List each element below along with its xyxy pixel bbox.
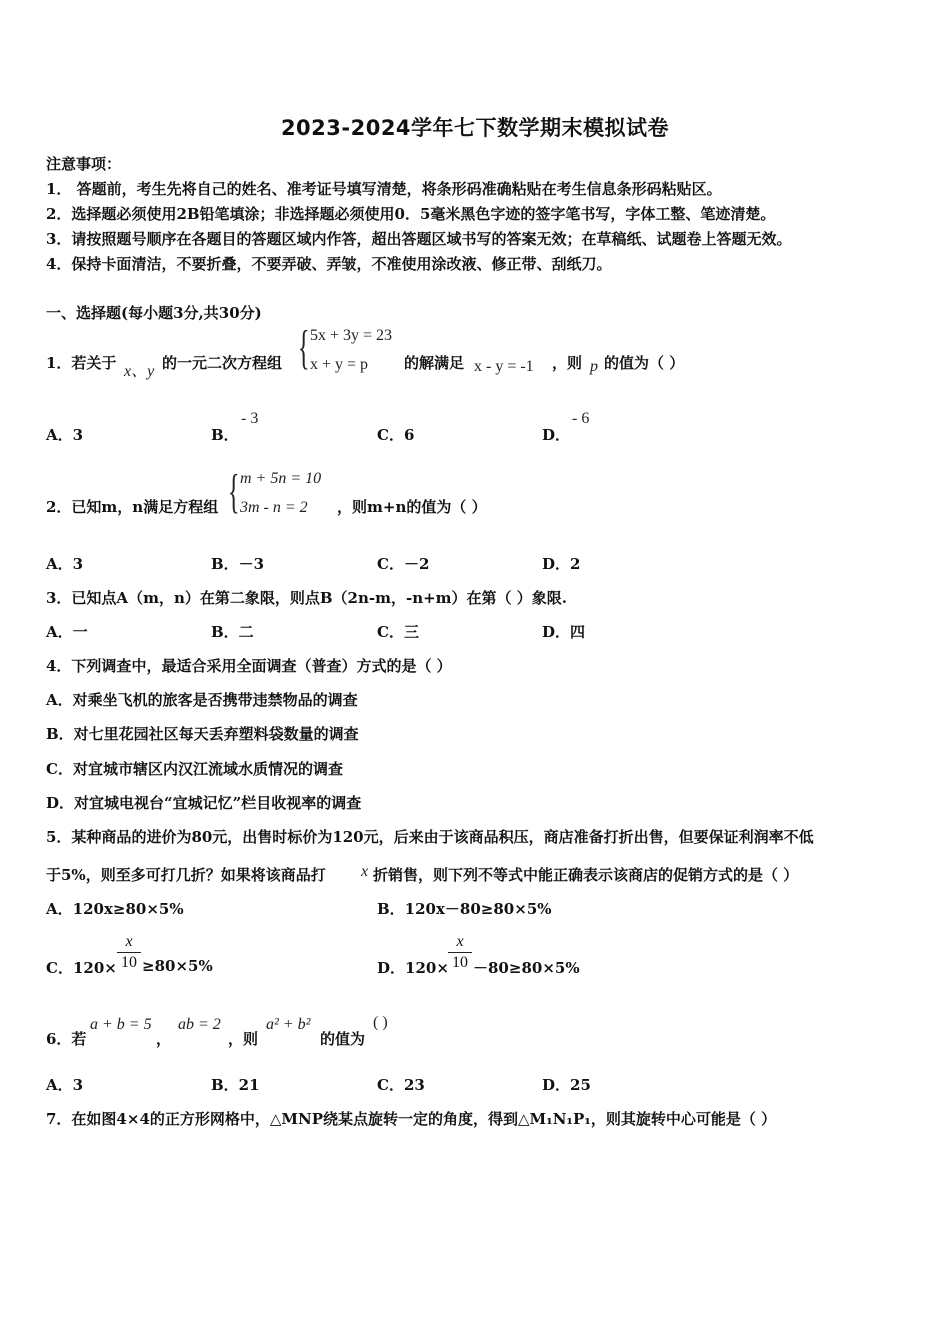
q5-option-d-pre: D．120× [377,959,449,977]
q4-option-c: C．对宜城市辖区内汉江流域水质情况的调查 [46,760,343,778]
q6-option-d: D．25 [542,1076,591,1094]
q1-p: p [590,358,598,375]
q6-option-a: A．3 [46,1076,84,1094]
q5-option-d-fraction [448,933,472,972]
q6-answer-paren: ( ) [373,1014,388,1031]
q2-option-b: B．－3 [211,555,265,573]
q3-option-b: B．二 [211,623,254,641]
q1-cond-pre: 的解满足 [404,354,465,372]
q1-prefix: 1．若关于 [46,354,117,372]
q6-cond2: ab = 2 [178,1016,221,1033]
q5-x: x [361,863,369,880]
q3-option-d: D．四 [542,623,586,641]
q5-option-c-post: ≥80×5% [142,957,213,975]
q2-option-d: D．2 [542,555,581,573]
q6-option-b: B．21 [211,1076,260,1094]
q5-line2-pre: 于5%，则至多可打几折？如果将该商品打 [46,866,326,884]
q7-text: 7．在如图4×4的正方形网格中，△MNP绕某点旋转一定的角度，得到△M₁N₁P₁，则其旋转中心可能是（ ） [46,1110,777,1128]
q4-text: 4．下列调查中，最适合采用全面调查（普查）方式的是（ ） [46,657,452,675]
q1-eq2: x + y = p [310,356,369,373]
q3-text: 3．已知点A（m，n）在第二象限，则点B（2n-m，-n+m）在第（ ）象限. [46,589,567,607]
q4-option-b: B．对七里花园社区每天丢弃塑料袋数量的调查 [46,725,359,743]
q2-option-c: C．－2 [377,555,430,573]
q4-option-a: A．对乘坐飞机的旅客是否携带违禁物品的调查 [46,691,358,709]
q6-mid: ，则 [228,1030,259,1048]
q1-mid: 的一元二次方程组 [162,354,283,372]
q6-sep: ， [156,1030,172,1048]
q6-suffix: 的值为 [320,1030,366,1048]
q6-option-c: C．23 [377,1076,425,1094]
q1-option-a: A．3 [46,426,84,444]
fraction-bar [117,952,141,953]
page-title: 2023-2024学年七下数学期末模拟试卷 [280,116,670,140]
q5-option-a: A．120x≥80×5% [46,900,184,918]
fraction-numerator: x [456,933,464,950]
q4-option-d: D．对宜城电视台“宜城记忆”栏目收视率的调查 [46,794,362,812]
notice-item: 3．请按照题号顺序在各题目的答题区域内作答，超出答题区域书写的答案无效；在草稿纸、试题卷上答题无效。 [46,230,792,248]
notice-item: 4．保持卡面清洁，不要折叠，不要弄破、弄皱，不准使用涂改液、修正带、刮纸刀。 [46,255,612,273]
q1-cond: x - y = -1 [474,358,534,375]
q1-suffix: 的值为（ ） [604,354,685,372]
q2-prefix: 2．已知m，n满足方程组 [46,498,219,516]
fraction-denominator: 10 [121,954,137,971]
q1-option-c: C．6 [377,426,415,444]
q1-eq1: 5x + 3y = 23 [310,327,393,344]
q5-line1: 5．某种商品的进价为80元，出售时标价为120元，后来由于该商品积压，商店准备打折出售，但要保证利润率不低 [46,828,814,846]
q5-option-c-fraction [117,933,141,972]
q5-line2-post: 折销售，则下列不等式中能正确表示该商店的促销方式的是（ ） [373,866,799,884]
q2-brace: { [228,465,240,518]
q3-option-a: A．一 [46,623,88,641]
q1-brace: { [298,321,310,374]
fraction-numerator: x [125,933,133,950]
fraction-bar [448,952,472,953]
q6-prefix: 6．若 [46,1030,87,1048]
q1-option-d: D． [542,426,571,444]
q5-option-b: B．120x－80≥80×5% [377,900,552,918]
q1-option-d-value: - 6 [572,410,590,427]
q3-option-c: C．三 [377,623,419,641]
q1-option-b: B． [211,426,239,444]
fraction-denominator: 10 [452,954,468,971]
q1-cond-post: ，则 [552,354,583,372]
q2-eq1: m + 5n = 10 [240,470,322,487]
q5-option-c-pre: C．120× [46,959,117,977]
notice-heading: 注意事项： [46,155,122,173]
q6-expr: a² + b² [266,1016,311,1033]
q5-option-d-post: －80≥80×5% [473,959,580,977]
notice-item: 1． 答题前，考生先将自己的姓名、准考证号填写清楚，将条形码准确粘贴在考生信息条形码粘贴区。 [46,180,722,198]
q6-cond1: a + b = 5 [90,1016,152,1033]
q2-eq2: 3m - n = 2 [240,499,308,516]
q1-vars: x、y [124,363,155,380]
section-heading: 一、选择题(每小题3分,共30分) [46,304,262,322]
q1-option-b-value: - 3 [241,410,259,427]
q2-suffix: ，则m+n的值为（ ） [337,498,487,516]
q2-option-a: A．3 [46,555,84,573]
notice-item: 2．选择题必须使用2B铅笔填涂；非选择题必须使用0．5毫米黑色字迹的签字笔书写，字体工整、笔迹清楚。 [46,205,776,223]
